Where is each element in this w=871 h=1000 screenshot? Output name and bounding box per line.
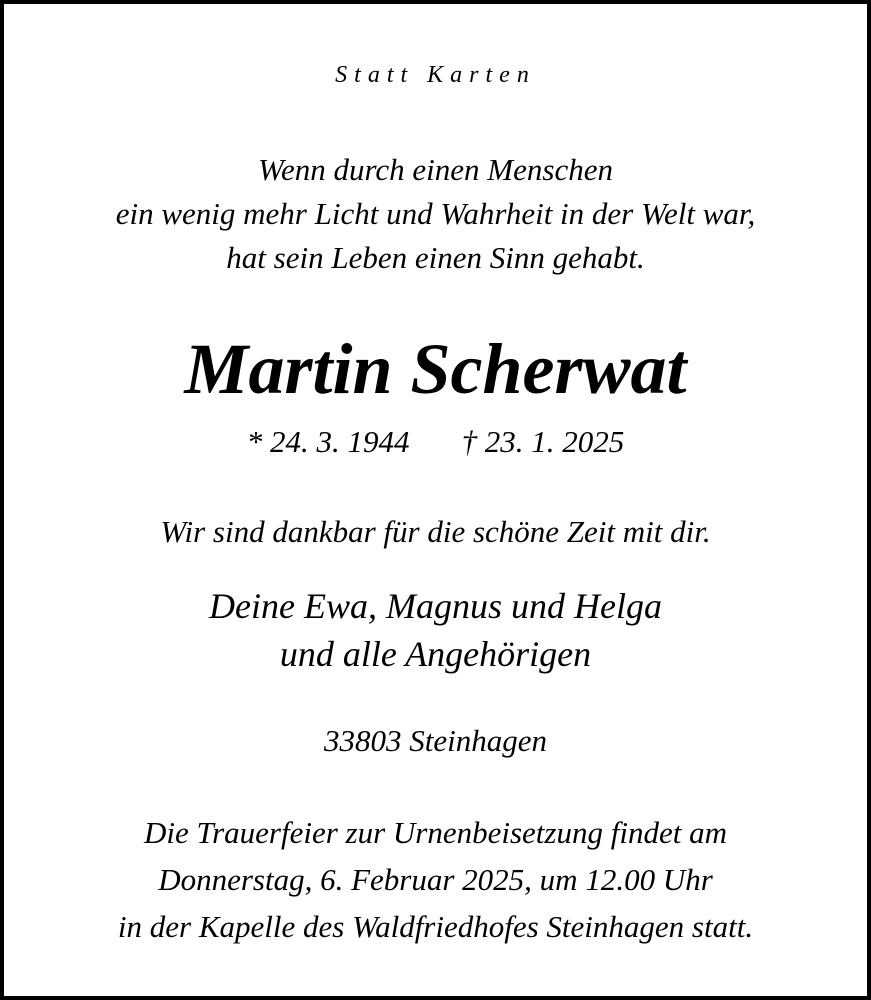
birth-date: * 24. 3. 1944 [246, 424, 410, 459]
memorial-quote [4, 148, 867, 280]
service-line: Die Trauerfeier zur Urnenbeisetzung findet am [144, 815, 727, 850]
quote-line: Wenn durch einen Menschen [258, 152, 613, 187]
life-dates [4, 420, 867, 464]
funeral-service-details [4, 809, 867, 950]
deceased-name: Martin Scherwat [184, 329, 687, 409]
location: 33803 Steinhagen [324, 723, 547, 758]
quote-line: hat sein Leben einen Sinn gehabt. [226, 240, 645, 275]
service-line: Donnerstag, 6. Februar 2025, um 12.00 Uhr [158, 862, 713, 897]
service-line: in der Kapelle des Waldfriedhofes Steinhagen statt. [117, 909, 754, 944]
thanks-message: Wir sind dankbar für die schöne Zeit mit dir. [160, 514, 711, 549]
family-signature [4, 582, 867, 678]
death-date: † 23. 1. 2025 [461, 424, 625, 459]
family-line: Deine Ewa, Magnus und Helga [209, 586, 662, 626]
statt-karten-heading: Statt Karten [335, 62, 536, 88]
family-line: und alle Angehörigen [279, 634, 592, 674]
quote-line: ein wenig mehr Licht und Wahrheit in der Welt war, [115, 196, 756, 231]
